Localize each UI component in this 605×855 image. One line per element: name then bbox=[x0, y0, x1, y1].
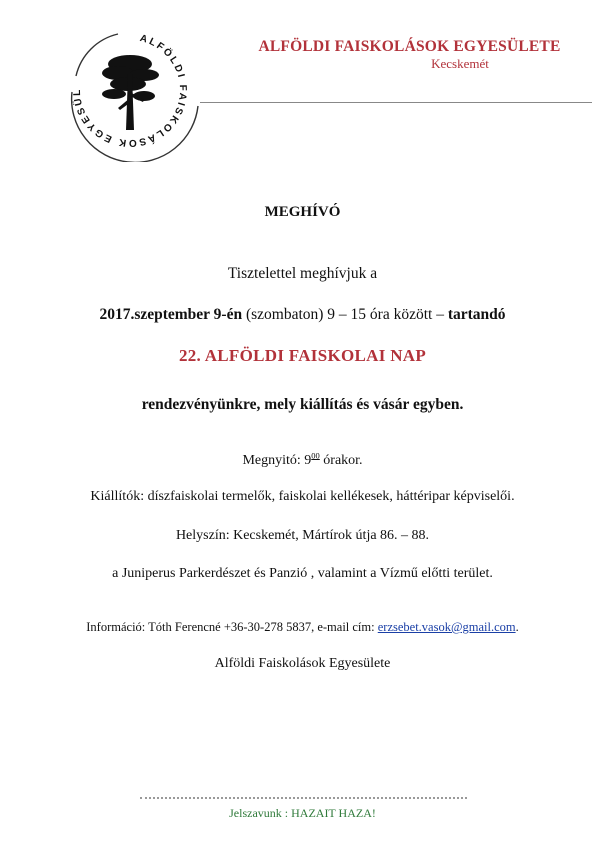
invitation-intro: Tisztelettel meghívjuk a bbox=[227, 265, 378, 282]
opening-time bbox=[0, 450, 605, 469]
event-name: 22. ALFÖLDI FAISKOLAI NAP bbox=[178, 346, 427, 365]
invitation-title: MEGHÍVÓ bbox=[264, 204, 341, 220]
footer-motto: Jelszavunk : HAZAIT HAZA! bbox=[229, 806, 376, 820]
contact-prefix: Információ: Tóth Ferencné +36-30-278 5837, e-mail cím: bbox=[86, 620, 378, 634]
contact-email-link[interactable]: erzsebet.vasok@gmail.com bbox=[377, 620, 516, 634]
venue-detail-line: a Juniperus Parkerdészet és Panzió , valamint a Vízmű előtti terület. bbox=[112, 566, 493, 581]
event-time: (szombaton) 9 – 15 óra között – bbox=[242, 306, 448, 323]
opening-minutes: 00 bbox=[311, 450, 320, 461]
contact-suffix: . bbox=[515, 620, 519, 634]
header-divider bbox=[200, 102, 592, 103]
event-date-line bbox=[0, 306, 605, 324]
event-tagline: rendezvényünkre, mely kiállítás és vásár egyben. bbox=[141, 396, 464, 413]
opening-prefix: Megnyitó: 9 bbox=[242, 453, 312, 468]
contact-info bbox=[0, 620, 605, 635]
association-logo bbox=[58, 18, 202, 162]
event-date: 2017.szeptember 9-én bbox=[99, 306, 243, 323]
logo-ring-text: ALFÖLDI FAISKOLÁSOK EGYESÜL bbox=[71, 32, 189, 149]
opening-suffix: órakor. bbox=[319, 453, 363, 468]
organization-city: Kecskemét bbox=[431, 56, 489, 71]
event-date-suffix: tartandó bbox=[447, 306, 506, 323]
exhibitors-line: Kiállítók: díszfaiskolai termelők, faiskolai kellékesek, háttéripar képviselői. bbox=[90, 489, 515, 504]
signature: Alföldi Faiskolások Egyesülete bbox=[214, 656, 391, 671]
footer-divider bbox=[140, 797, 467, 799]
organization-name: ALFÖLDI FAISKOLÁSOK EGYESÜLETE bbox=[258, 38, 561, 55]
venue-line: Helyszín: Kecskemét, Mártírok útja 86. – 88. bbox=[175, 528, 430, 543]
tree-logo-icon bbox=[58, 18, 202, 162]
